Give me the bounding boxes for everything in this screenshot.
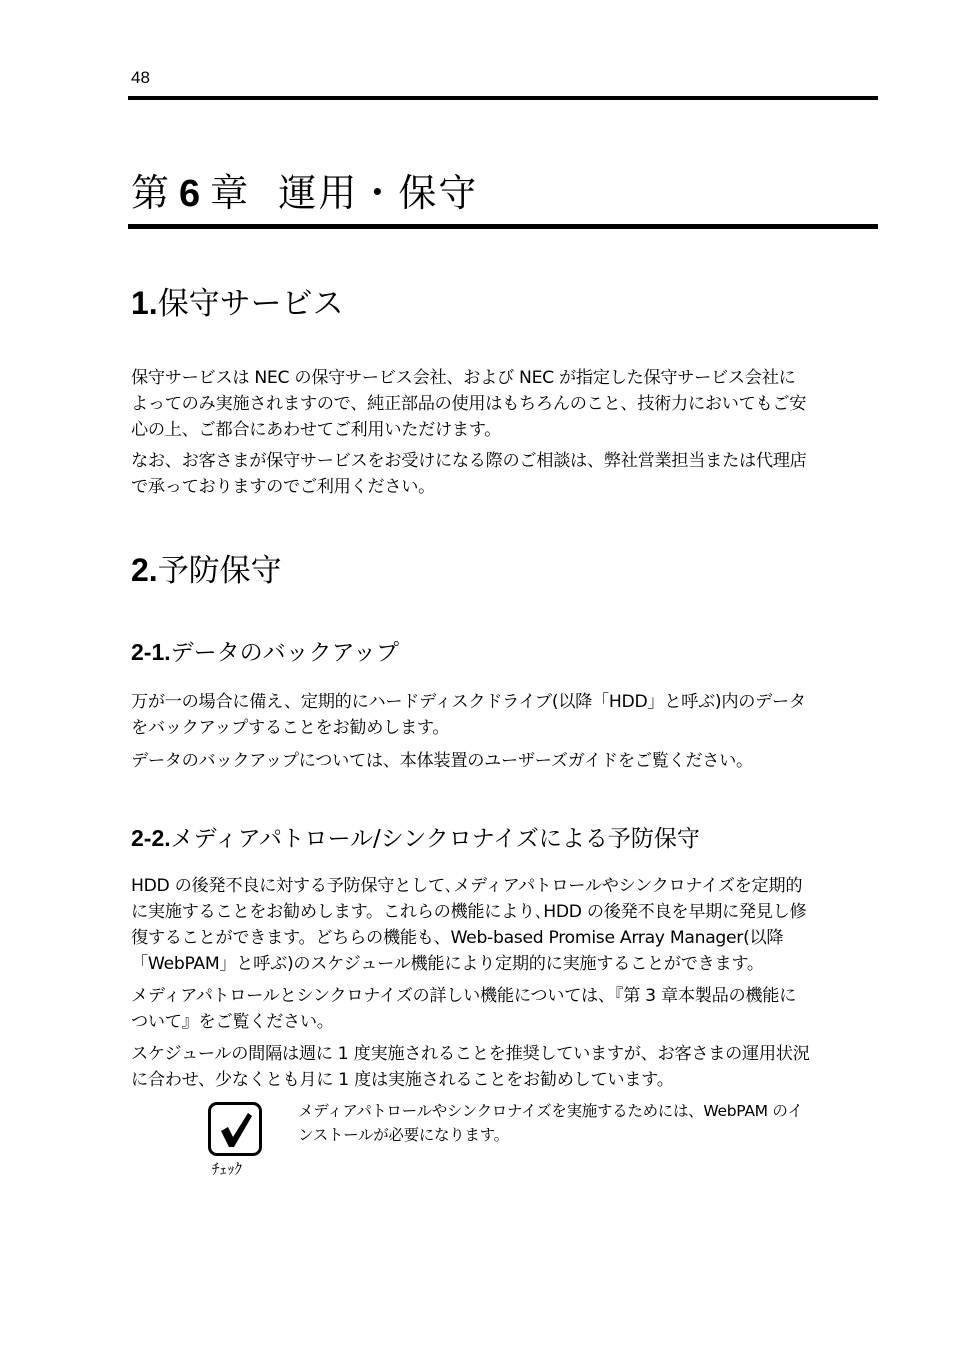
text-line: 万が一の場合に備え、定期的にハードディスクドライブ(以降「HDD」と呼ぶ)内のデータ: [131, 692, 806, 712]
text-line: スケジュールの間隔は週に 1 度実施されることを推奨していますが、お客さまの運用状況: [131, 1044, 810, 1064]
text-line: なお、お客さまが保守サービスをお受けになる際のご相談は、弊社営業担当または代理店: [131, 451, 807, 471]
text-line: メディアパトロールやシンクロナイズを実施するためには、WebPAM のイ: [298, 1102, 803, 1120]
check-label: ﾁｪｯｸ: [212, 1160, 243, 1178]
paragraph: [131, 365, 881, 443]
text-line: データのバックアップについては、本体装置のユーザーズガイドをご覧ください。: [131, 751, 753, 771]
text-line: メディアパトロールとシンクロナイズの詳しい機能については、『第 3 章本製品の機能に: [131, 986, 797, 1006]
paragraph: [131, 748, 881, 774]
text-line: に実施することをお勧めします。これらの機能により､HDD の後発不良を早期に発見し修: [131, 902, 807, 922]
paragraph: [131, 689, 881, 741]
check-note: [298, 1099, 878, 1147]
subsection-heading-2-2: [131, 820, 700, 853]
subsection-number: 2-2.: [131, 825, 171, 851]
text-line: ンストールが必要になります。: [298, 1126, 509, 1144]
chapter-title: [131, 162, 478, 217]
text-line: をバックアップすることをお勧めします。: [131, 718, 450, 738]
text-line: に合わせ、少なくとも月に 1 度は実施されることをお勧めしています。: [131, 1070, 674, 1090]
section-number: 1.: [131, 285, 158, 321]
paragraph: [131, 873, 881, 977]
chapter-name: 運用・保守: [278, 171, 479, 215]
text-line: 保守サービスは NEC の保守サービス会社、および NEC が指定した保守サービス会社に: [131, 368, 796, 388]
text-line: 「WebPAM」と呼ぶ)のスケジュール機能により定期的に実施することができます。: [131, 954, 764, 974]
chapter-prefix: 第: [131, 171, 172, 215]
subsection-number: 2-1.: [131, 639, 171, 665]
text-line: 心の上、ご都合にあわせてご利用いただけます。: [131, 420, 502, 440]
subsection-heading-2-1: [131, 634, 399, 667]
section-title: 保守サービス: [157, 286, 344, 322]
section-heading-2: [131, 545, 282, 590]
section-number: 2.: [131, 552, 158, 588]
paragraph: [131, 448, 881, 500]
text-line: ついて』をご覧ください。: [131, 1012, 334, 1032]
chapter-suffix: 章: [210, 171, 251, 215]
checkmark-icon: [208, 1102, 262, 1156]
paragraph: [131, 1041, 881, 1093]
subsection-title: メディアパトロール/シンクロナイズによる予防保守: [170, 826, 700, 852]
subsection-title: データのバックアップ: [170, 640, 400, 666]
text-line: 復することができます。どちらの機能も、Web-based Promise Array Manager(以降: [131, 928, 784, 948]
header-rule: [128, 96, 878, 100]
chapter-number: 6: [179, 173, 203, 215]
section-title: 予防保守: [157, 553, 282, 589]
chapter-rule: [128, 224, 878, 229]
text-line: HDD の後発不良に対する予防保守として､メディアパトロールやシンクロナイズを定期的: [131, 876, 803, 896]
page-number: 48: [131, 68, 150, 87]
section-heading-1: [131, 278, 344, 323]
text-line: で承っておりますのでご利用ください。: [131, 477, 435, 497]
text-line: よってのみ実施されますので、純正部品の使用はもちろんのこと、技術力においてもご安: [131, 394, 807, 414]
paragraph: [131, 983, 881, 1035]
